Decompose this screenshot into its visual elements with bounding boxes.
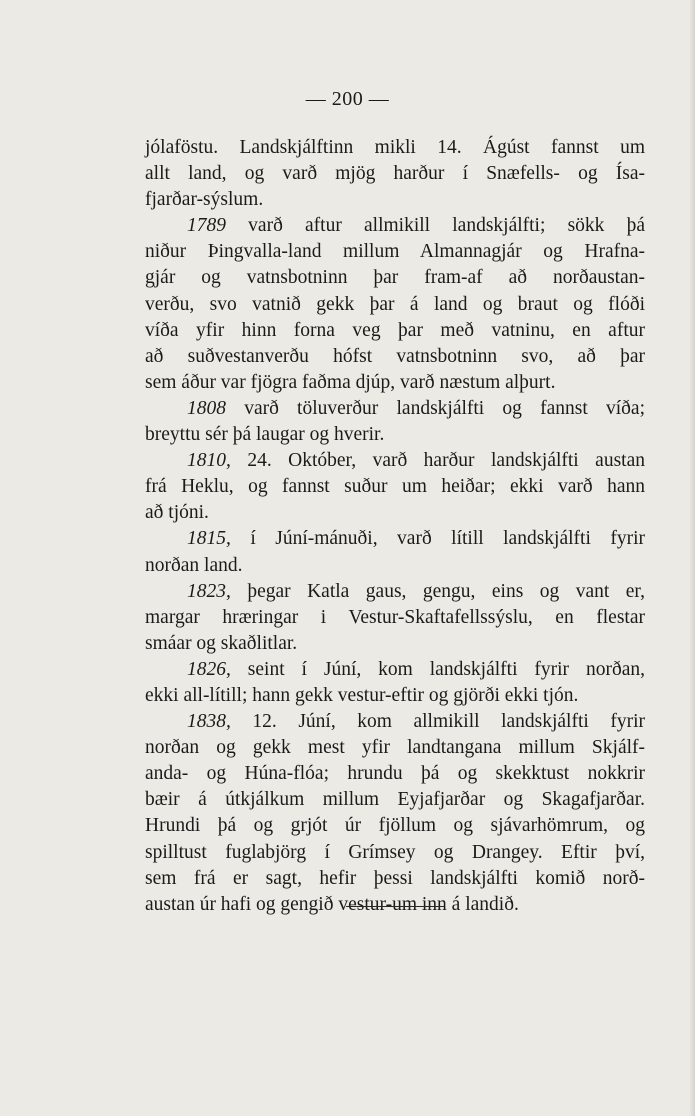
line-text: breyttu sér þá laugar og hverir. [145,424,385,446]
line-text: sem frá er sagt, hefir þessi landskjálfti komið norð- [145,867,645,889]
text-line [145,318,645,344]
year-label: 1815, [187,528,231,550]
year-label: 1838, [187,711,231,733]
text-line-year-entry [145,213,645,239]
line-text: þegar Katla gaus, gengu, eins og vant er, [230,580,645,602]
text-line [145,892,645,918]
text-line-year-entry [145,709,645,735]
line-text: sem áður var fjögra faðma djúp, varð næstum alþurt. [145,371,556,393]
line-text: austan úr hafi og gengið vestur-um inn á landið. [145,893,519,915]
text-line-year-entry [145,526,645,552]
line-text: varð aftur allmikill landskjálfti; sökk þá [226,215,645,237]
year-label: 1808 [187,397,226,419]
year-label: 1810, [187,450,231,472]
line-text: bæir á útkjálkum millum Eyjafjarðar og Skagafjarðar. [145,789,645,811]
text-line [145,553,645,579]
line-text: verðu, svo vatnið gekk þar á land og braut og flóði [145,293,645,315]
year-label: 1823, [187,580,231,602]
page-number: — 200 — [305,88,390,110]
line-text: 24. Október, varð harður landskjálfti austan [230,450,645,472]
line-text: Hrundi þá og grjót úr fjöllum og sjávarhömrum, og [145,815,645,837]
text-line-year-entry [145,657,645,683]
year-label: 1826, [187,658,231,680]
line-text: smáar og skaðlitlar. [145,632,298,654]
line-text: að tjóni. [145,502,209,524]
text-line [145,605,645,631]
line-text: varð töluverður landskjálfti og fannst víða; [226,397,645,419]
text-line [145,735,645,761]
text-line [145,840,645,866]
section-end-rule [346,906,444,907]
text-line [145,500,645,526]
line-text: að suðvestanverðu hófst vatnsbotninn svo, að þar [145,345,645,367]
line-text: frá Heklu, og fannst suður um heiðar; ekki varð hann [145,476,645,498]
text-line [145,631,645,657]
line-text: í Júní-mánuði, varð lítill landskjálfti fyrir [230,528,645,550]
line-text: niður Þingvalla-land millum Almannagjár og Hrafna- [145,241,645,263]
year-label: 1789 [187,215,226,237]
text-line [145,422,645,448]
text-line [145,474,645,500]
line-text: fjarðar-sýslum. [145,189,264,211]
page-edge-shadow [689,0,695,1116]
line-text: norðan land. [145,554,243,576]
line-text: ekki all-lítill; hann gekk vestur-eftir og gjörði ekki tjón. [145,684,579,706]
line-text: margar hræringar i Vestur-Skaftafellssýslu, en flestar [145,606,645,628]
text-line [145,787,645,813]
text-line [145,292,645,318]
text-line [145,187,645,213]
text-line [145,813,645,839]
line-text: gjár og vatnsbotninn þar fram-af að norðaustan- [145,267,645,289]
body-text [145,135,645,918]
text-line [145,866,645,892]
line-text: allt land, og varð mjög harður í Snæfells- og Ísa- [145,163,645,185]
line-text: anda- og Húna-flóa; hrundu þá og skekktust nokkrir [145,763,645,785]
text-line [145,370,645,396]
text-line-year-entry [145,396,645,422]
line-text: seint í Júní, kom landskjálfti fyrir norðan, [230,658,645,680]
line-text: víða yfir hinn forna veg þar með vatninu, en aftur [145,319,645,341]
text-line [145,239,645,265]
text-line [145,344,645,370]
text-line [145,161,645,187]
text-line-year-entry [145,579,645,605]
line-text: 12. Júní, kom allmikill landskjálfti fyrir [230,711,645,733]
text-line [145,683,645,709]
text-line [145,265,645,291]
text-line-year-entry [145,448,645,474]
text-line [145,761,645,787]
text-line [145,135,645,161]
line-text: norðan og gekk mest yfir landtangana millum Skjálf- [145,737,645,759]
line-text: spilltust fuglabjörg í Grímsey og Drangey. Eftir því, [145,841,645,863]
line-text: jólaföstu. Landskjálftinn mikli 14. Ágúst fannst um [145,137,645,158]
